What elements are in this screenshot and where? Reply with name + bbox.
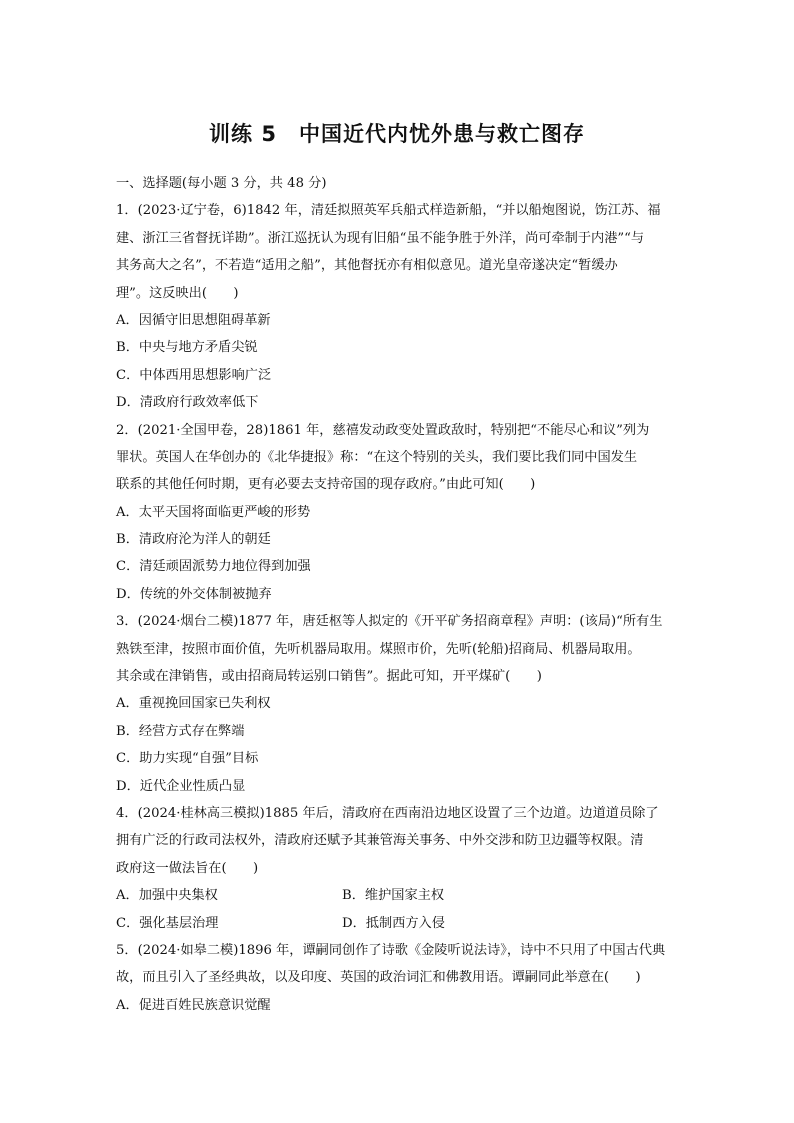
option-c: C．中体西用思想影响广泛 <box>116 367 272 383</box>
question-1 <box>116 197 678 416</box>
option-b: B．中央与地方矛盾尖锐 <box>116 340 258 356</box>
question-list <box>116 170 678 1019</box>
option-d: D．清政府行政效率低下 <box>116 395 259 411</box>
option-row <box>116 910 678 937</box>
question-text-line: 理”。这反映出( ) <box>116 285 239 301</box>
question-text-line: 故，而且引入了圣经典故，以及印度、英国的政治词汇和佛教用语。谭嗣同此举意在( ) <box>116 970 641 986</box>
option-a: A．促进百姓民族意识觉醒 <box>116 997 271 1013</box>
question-4 <box>116 800 678 937</box>
option-a: A．太平天国将面临更严峻的形势 <box>116 504 311 520</box>
page-title: 训练 5 中国近代内忧外患与救亡图存 <box>209 122 585 146</box>
section-heading: 一、选择题(每小题 3 分，共 48 分) <box>116 176 327 191</box>
option-c: C．助力实现“自强”目标 <box>116 751 259 767</box>
option-d: D．抵制西方入侵 <box>342 915 445 931</box>
question-text-line: 2．(2021·全国甲卷，28)1861 年，慈禧发动政变处置政敌时，特别把“不能尽心和议”列为 <box>116 422 650 438</box>
question-2 <box>116 417 678 609</box>
option-a: A．因循守旧思想阻碍革新 <box>116 312 271 328</box>
option-d: D．近代企业性质凸显 <box>116 778 246 794</box>
question-text-line: 1．(2023·辽宁卷，6)1842 年，清廷拟照英军兵船式样造新船，“并以船炮图说，饬江苏、福 <box>116 203 661 219</box>
question-text-line: 其余或在津销售，或由招商局转运别口销售”。据此可知，开平煤矿( ) <box>116 669 542 685</box>
option-b: B．清政府沦为洋人的朝廷 <box>116 532 271 548</box>
option-d: D．传统的外交体制被抛弃 <box>116 586 272 602</box>
option-b: B．维护国家主权 <box>342 888 445 904</box>
option-a: A．加强中央集权 <box>116 888 218 904</box>
question-5 <box>116 937 678 1019</box>
question-text-line: 5．(2024·如皋二模)1896 年，谭嗣同创作了诗歌《金陵听说法诗》，诗中不只用了中国古代典 <box>116 942 666 958</box>
question-3 <box>116 608 678 800</box>
question-text-line: 罪状。英国人在华创办的《北华捷报》称：“在这个特别的关头，我们要比我们同中国发生 <box>116 449 638 465</box>
option-b: B．经营方式存在弊端 <box>116 723 245 739</box>
option-row <box>116 882 678 909</box>
question-text-line: 政府这一做法旨在( ) <box>116 860 259 876</box>
question-text-line: 3．(2024·烟台二模)1877 年，唐廷枢等人拟定的《开平矿务招商章程》声明：(该局)“所有生 <box>116 614 663 630</box>
option-a: A．重视挽回国家已失利权 <box>116 696 271 712</box>
question-text-line: 建、浙江三省督抚详勘”。浙江巡抚认为现有旧船“虽不能争胜于外洋，尚可牵制于内港”“与 <box>116 230 645 246</box>
question-text-line: 拥有广泛的行政司法权外，清政府还赋予其兼管海关事务、中外交涉和防卫边疆等权限。清 <box>116 833 644 849</box>
question-text-line: 4．(2024·桂林高三模拟)1885 年后，清政府在西南沿边地区设置了三个边道。边道道员除了 <box>116 805 659 821</box>
question-text-line: 其务高大之名”，不若造“适用之船”，其他督抚亦有相似意见。道光皇帝遂决定“暂缓办 <box>116 258 618 274</box>
question-text-line: 熟铁至津，按照市面价值，先听机器局取用。煤照市价，先听(轮船)招商局、机器局取用。 <box>116 641 641 657</box>
option-c: C．强化基层治理 <box>116 915 219 931</box>
option-c: C．清廷顽固派势力地位得到加强 <box>116 559 311 575</box>
question-text-line: 联系的其他任何时期，更有必要去支持帝国的现存政府。”由此可知( ) <box>116 477 536 493</box>
